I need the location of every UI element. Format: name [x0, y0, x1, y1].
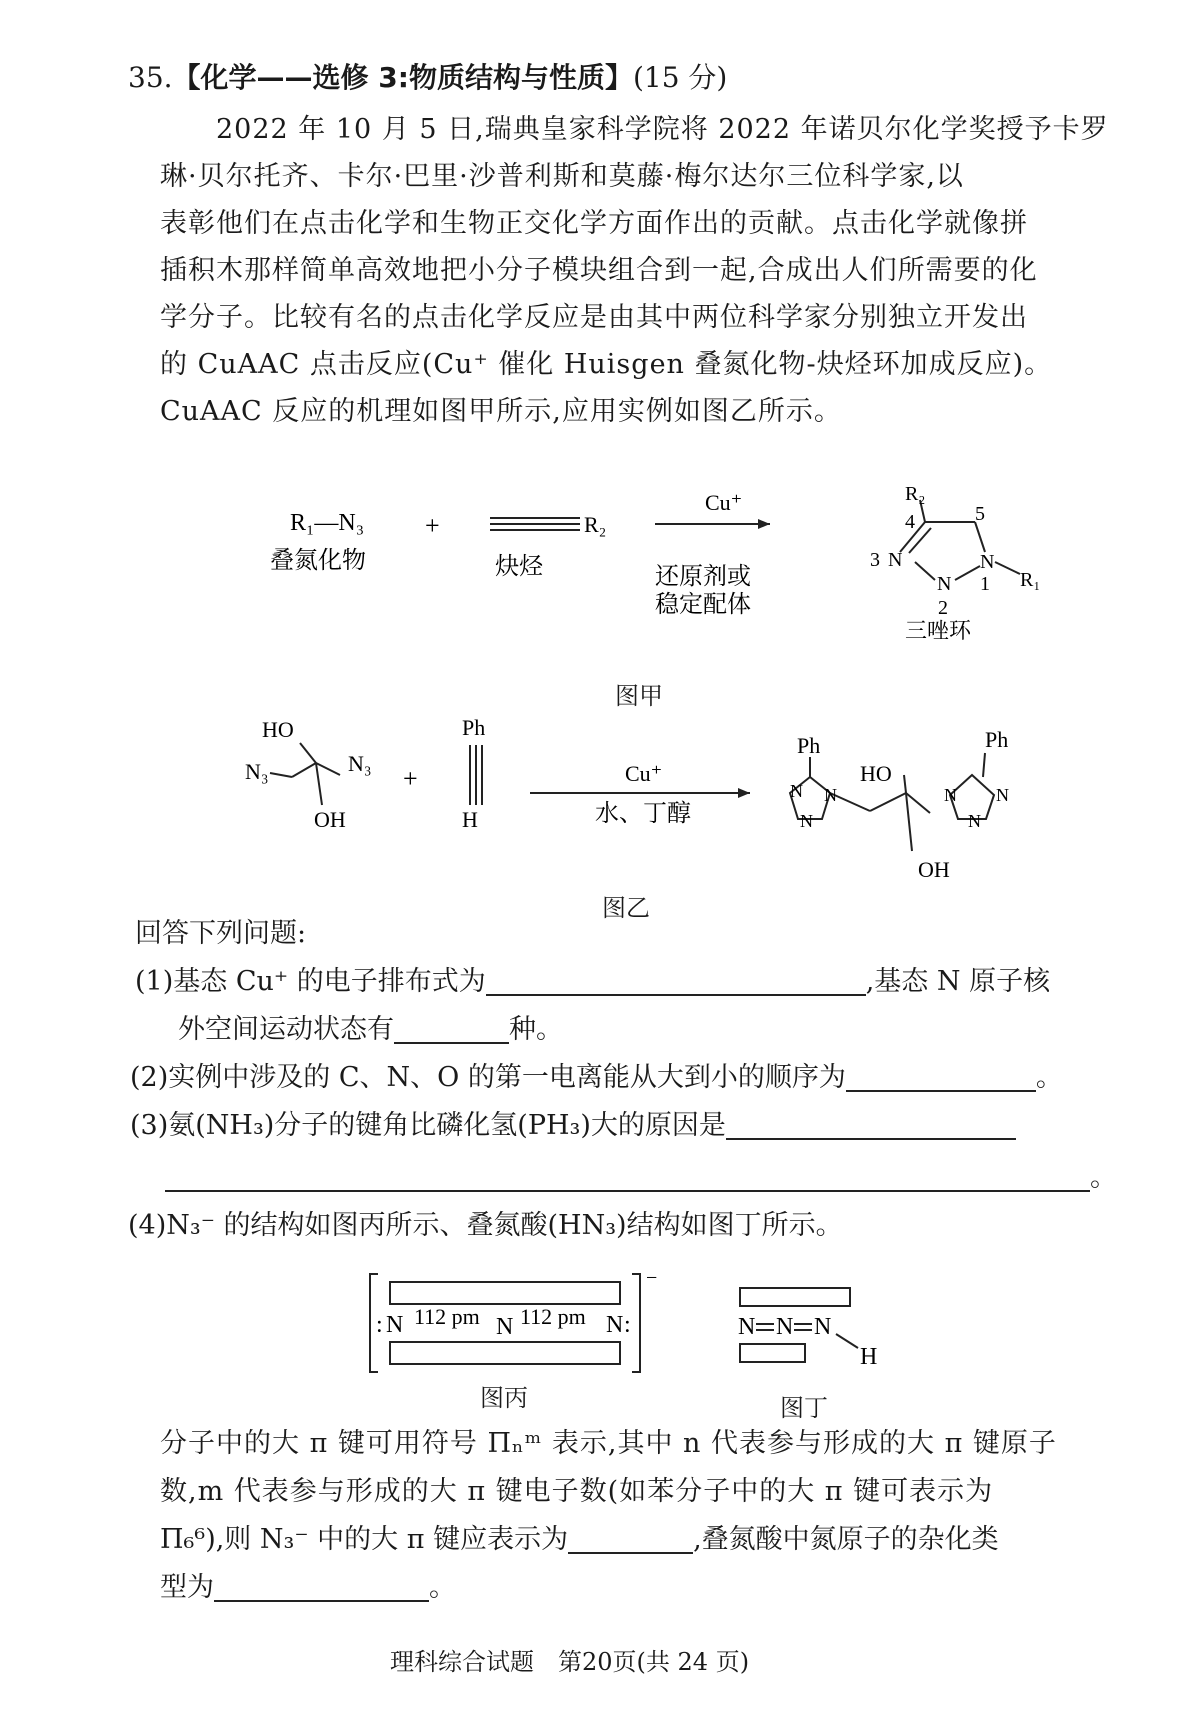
question-number: 35. [128, 61, 173, 94]
conditions-line-2: 稳定配体 [655, 592, 751, 618]
alkyne-h: H [462, 807, 478, 832]
plus-sign-a: + [425, 511, 440, 540]
q1-prompt: (1)基态 Cu⁺ 的电子排布式为 [135, 966, 486, 997]
tail-line-1: 分子中的大 π 键可用符号 Πₙᵐ 表示,其中 n 代表参与形成的大 π 键原子 [160, 1428, 1057, 1459]
question-3-line-2 [165, 1164, 1117, 1192]
figure-a-caption: 图甲 [615, 682, 663, 710]
q1-prompt-end: 种。 [509, 1014, 563, 1045]
colon-left: : [376, 1312, 383, 1338]
n-right: N [606, 1312, 624, 1338]
pos-1: 1 [980, 573, 990, 595]
tail-line-2: 数,m 代表参与形成的大 π 键电子数(如苯分子中的大 π 键可表示为 [160, 1476, 994, 1507]
n-middle: N [496, 1314, 514, 1340]
reactant-n3-left: N₃ [245, 759, 269, 784]
azide-formula: R₁—N₃ [290, 510, 365, 536]
azide-name: 叠氮化物 [270, 548, 366, 574]
pos-3: 3 [870, 549, 880, 571]
hn3-n-2: N [776, 1314, 794, 1340]
intro-line-3: 表彰他们在点击化学和生物正交化学方面作出的贡献。点击化学就像拼 [160, 208, 1028, 239]
product-n-c: N [824, 785, 837, 805]
figure-c-caption: 图丙 [480, 1384, 528, 1412]
figure-a [0, 470, 1200, 700]
question-4: (4)N₃⁻ 的结构如图丙所示、叠氮酸(HN₃)结构如图丁所示。 [128, 1210, 843, 1241]
ring-n3: N [888, 549, 903, 571]
reactant-oh: OH [314, 807, 346, 832]
intro-line-1: 2022 年 10 月 5 日,瑞典皇家科学院将 2022 年诺贝尔化学奖授予卡罗 [216, 114, 1109, 145]
tail-prompt-3: 型为 [160, 1572, 214, 1603]
bond-length-left: 112 pm [414, 1304, 480, 1329]
q3-answer-blank-2[interactable] [165, 1164, 1090, 1192]
q2-prompt: (2)实例中涉及的 C、N、O 的第一电离能从大到小的顺序为 [130, 1062, 846, 1093]
question-header [128, 61, 728, 94]
reactant-n3-right: N₃ [348, 751, 372, 776]
triazole-ring [900, 500, 1020, 580]
bracket-right [632, 1274, 640, 1372]
alkyne-ph: Ph [462, 715, 486, 740]
tail-prompt-2: ,叠氮酸中氮原子的杂化类 [693, 1524, 999, 1555]
q2-end: 。 [1035, 1062, 1063, 1093]
q2-answer-blank[interactable] [846, 1064, 1036, 1092]
intro-line-6: 的 CuAAC 点击反应(Cu⁺ 催化 Huisgen 叠氮化物-炔烃环加成反应)。 [160, 349, 1053, 380]
pi-box-top-d [740, 1288, 850, 1306]
arrow-head-a [758, 519, 770, 529]
intro-line-7: CuAAC 反应的机理如图甲所示,应用实例如图乙所示。 [160, 396, 842, 427]
q3-prompt: (3)氨(NH₃)分子的键角比磷化氢(PH₃)大的原因是 [130, 1110, 726, 1141]
q1-prompt-cont: ,基态 N 原子核 [865, 966, 1051, 997]
plus-sign-b: + [403, 764, 418, 793]
tail-end: 。 [429, 1572, 456, 1603]
bond-length-right: 112 pm [520, 1304, 586, 1329]
intro-line-5: 学分子。比较有名的点击化学反应是由其中两位科学家分别独立开发出 [160, 302, 1028, 333]
reactant-skeleton [270, 743, 340, 805]
arrow-head-b [738, 788, 750, 798]
alkyne-r2: R₂ [584, 512, 607, 537]
conditions-line-1: 还原剂或 [655, 564, 751, 590]
tail-line-4 [160, 1574, 456, 1602]
q1-prompt-line2: 外空间运动状态有 [178, 1014, 394, 1045]
hn3-h: H [860, 1344, 878, 1370]
tail-line-3 [160, 1526, 999, 1554]
figure-b-caption: 图乙 [602, 894, 650, 922]
ring-r1: R₁ [1020, 569, 1041, 591]
phenylacetylene-bond [470, 745, 482, 805]
ring-name: 三唑环 [905, 618, 972, 643]
ring-n1: N [980, 551, 995, 573]
questions-intro: 回答下列问题: [135, 918, 307, 949]
catalyst-a: Cu⁺ [705, 490, 743, 515]
product-ph-left: Ph [797, 733, 821, 758]
hn3-n-1: N [738, 1314, 756, 1340]
q3-end: 。 [1090, 1162, 1117, 1193]
question-1-line-1 [135, 968, 1050, 996]
reactant-ho: HO [262, 717, 294, 742]
pi-box-bottom-d [740, 1344, 805, 1362]
question-3 [130, 1112, 1016, 1140]
q4-answer-blank-2[interactable] [214, 1574, 429, 1602]
product-n-f: N [996, 785, 1009, 805]
product-ph-right: Ph [985, 727, 1009, 752]
question-points: (15 分) [632, 61, 728, 94]
product-n-d: N [944, 785, 957, 805]
pi-box-top [390, 1282, 620, 1304]
charge: − [646, 1267, 658, 1289]
ring-n2: N [937, 573, 952, 595]
figure-d [730, 1280, 910, 1390]
product-n-e: N [968, 811, 981, 831]
q3-answer-blank-1[interactable] [726, 1112, 1016, 1140]
product-ho: HO [860, 761, 892, 786]
q1-answer-blank-1[interactable] [486, 968, 866, 996]
intro-line-2: 琳·贝尔托齐、卡尔·巴里·沙普利斯和莫藤·梅尔达尔三位科学家,以 [160, 161, 964, 192]
product-n-a: N [790, 781, 803, 801]
catalyst-b: Cu⁺ [625, 761, 663, 786]
product-skeleton [790, 753, 994, 851]
q4-answer-blank-1[interactable] [568, 1526, 693, 1554]
question-2 [130, 1064, 1063, 1092]
n-left: N [386, 1312, 404, 1338]
colon-right: : [624, 1312, 631, 1338]
hn3-n-3: N [814, 1314, 832, 1340]
pos-4: 4 [905, 511, 915, 533]
question-title: 【化学——选修 3:物质结构与性质】 [172, 61, 633, 94]
intro-line-4: 插积木那样简单高效地把小分子模块组合到一起,合成出人们所需要的化 [160, 255, 1038, 286]
tail-prompt-1: Π₆⁶),则 N₃⁻ 中的大 π 键应表示为 [160, 1524, 569, 1555]
conditions-b: 水、丁醇 [595, 801, 691, 827]
hn-bond [836, 1334, 858, 1348]
pi-box-bottom [390, 1342, 620, 1364]
alkyne-name: 炔烃 [495, 554, 543, 580]
product-oh: OH [918, 857, 950, 882]
q1-answer-blank-2[interactable] [394, 1016, 509, 1044]
page-footer: 理科综合试题 第20页(共 24 页) [390, 1648, 750, 1676]
figure-c [370, 1268, 670, 1378]
product-n-b: N [800, 811, 813, 831]
ring-r2: R₂ [905, 483, 926, 505]
pos-2: 2 [938, 597, 948, 619]
question-1-line-2 [178, 1016, 563, 1044]
figure-d-caption: 图丁 [780, 1394, 828, 1422]
figure-b [0, 715, 1200, 895]
pos-5: 5 [975, 503, 985, 525]
